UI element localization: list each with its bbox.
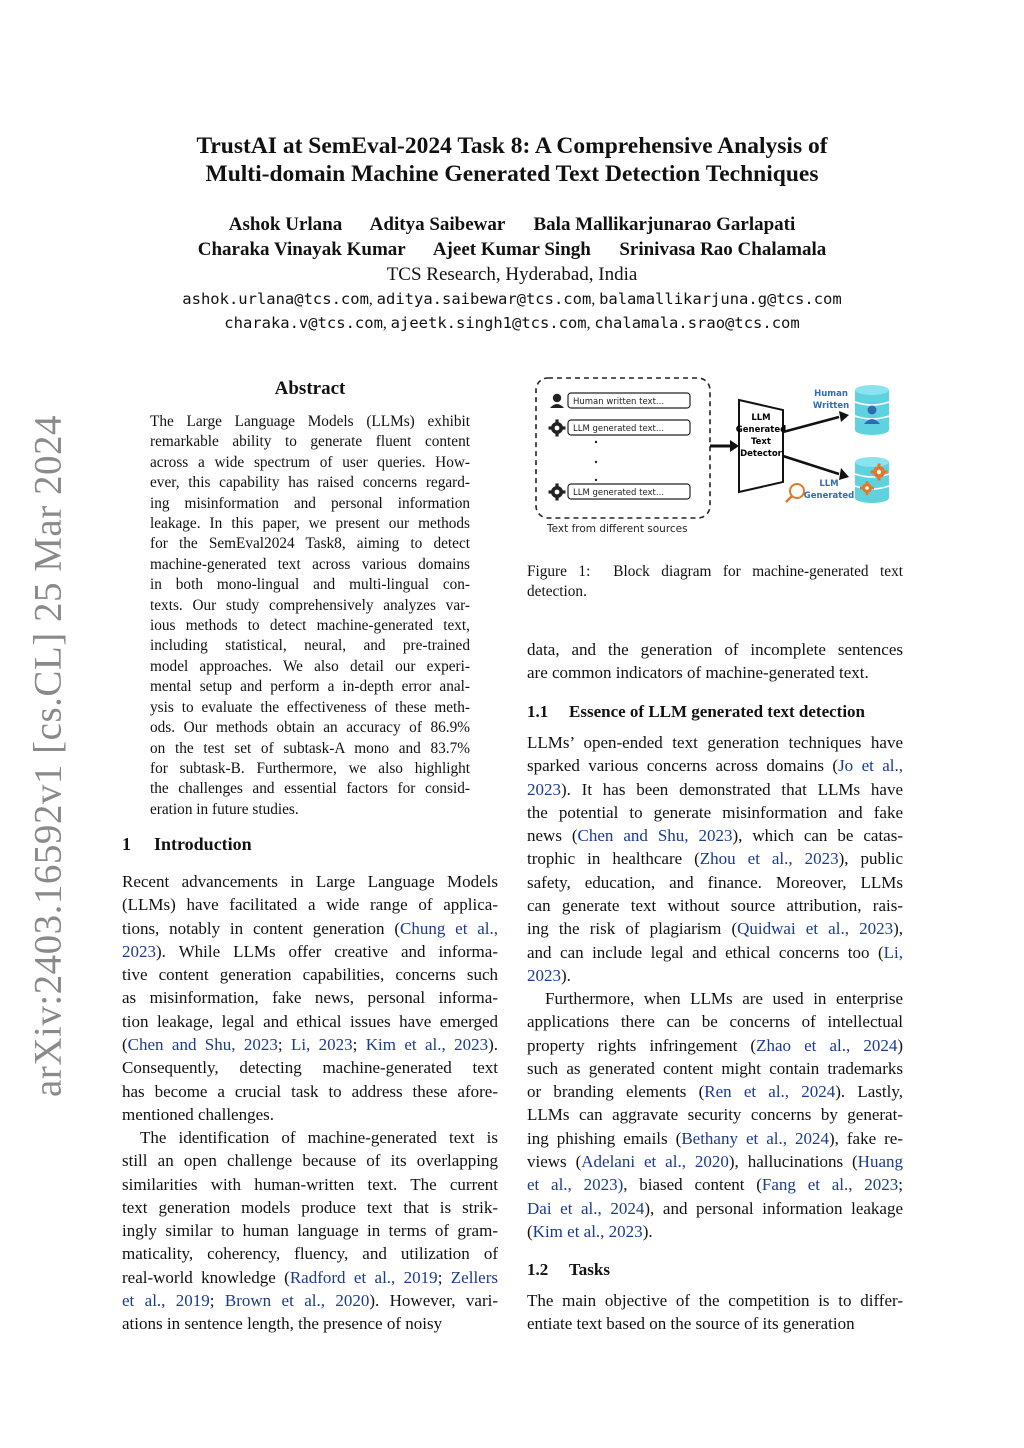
text-line: leakage. In this paper, we present our methods	[150, 515, 470, 533]
llm-label: Generated	[803, 491, 855, 501]
text-line: 2023). It has been demonstrated that LLMs have	[527, 779, 903, 799]
intro-paragraph-1	[122, 870, 498, 1126]
section-1-1-paragraph-2	[527, 987, 903, 1243]
arrow-down-right	[783, 456, 839, 474]
ellipsis-dot	[595, 441, 597, 443]
email[interactable]: aditya.saibewar@tcs.com	[376, 290, 592, 308]
text-line: (Kim et al., 2023).	[527, 1221, 653, 1241]
section-1-1-paragraph-1	[527, 731, 903, 987]
llm-label: LLM	[819, 479, 839, 489]
text-line: ever, this capability has raised concerns regard-	[150, 474, 470, 492]
text-line: similarities with human-written text. The current	[122, 1174, 498, 1194]
citation-link[interactable]: Kim et al., 2023	[365, 1035, 489, 1055]
citation-link[interactable]: Quidwai et al., 2023	[737, 919, 894, 939]
text-line: can generate text without source attribution, rais-	[527, 896, 903, 916]
text-line: for subtask-B. Furthermore, we also highlight	[150, 759, 470, 777]
section-1-2-paragraph	[527, 1289, 903, 1336]
citation-link[interactable]: Huang	[857, 1152, 903, 1172]
citation-link[interactable]: Chung et al.,	[400, 918, 498, 938]
citation-link[interactable]: Zellers	[450, 1267, 498, 1287]
emails-line-1: ashok.urlana@tcs.com, aditya.saibewar@tcs.com, balamallikarjuna.g@tcs.com	[182, 290, 842, 308]
text-line: such as generated content might contain trademarks	[527, 1058, 903, 1078]
text-line: eration in future studies.	[150, 800, 299, 818]
database-human-icon	[855, 385, 889, 435]
sources-label: Text from different sources	[547, 523, 688, 535]
text-line: 2023). While LLMs offer creative and informa-	[122, 941, 498, 961]
text-line: real-world knowledge (Radford et al., 2019; Zellers	[122, 1267, 498, 1287]
section-heading-1-1	[527, 700, 903, 723]
llm-text-label-2: LLM generated text...	[573, 488, 664, 498]
citation-link[interactable]: Jo et al.,	[838, 756, 904, 776]
citation-link[interactable]: Bethany et al., 2024	[681, 1128, 829, 1148]
citation-link[interactable]: 2023	[527, 965, 561, 985]
citation-link[interactable]: Li, 2023	[290, 1035, 353, 1055]
citation-link[interactable]: Kim et al., 2023	[532, 1221, 643, 1241]
text-line: Consequently, detecting machine-generated text	[122, 1058, 498, 1078]
text-line: Furthermore, when LLMs are used in enterprise	[545, 989, 903, 1008]
text-line: mentioned challenges.	[122, 1104, 275, 1124]
text-line: or branding elements (Ren et al., 2024). Lastly,	[527, 1082, 903, 1102]
text-line: mental setup and perform a in-depth error anal-	[150, 678, 470, 696]
text-line: ious methods to detect machine-generated text,	[150, 617, 470, 635]
citation-link[interactable]: et al., 2019	[122, 1291, 210, 1311]
text-line: the challenges and essential factors for consid-	[150, 780, 470, 798]
text-line: Recent advancements in Large Language Models	[122, 872, 498, 891]
text-line: ing phishing emails (Bethany et al., 2024), fake re-	[527, 1128, 903, 1148]
citation-link[interactable]: 2023	[527, 779, 561, 799]
ellipsis-dot	[595, 461, 597, 463]
text-line: texts. Our study comprehensively analyzes var-	[150, 596, 470, 614]
text-line: as misinformation, fake news, personal informa-	[122, 988, 498, 1008]
text-line: across a wide spectrum of user queries. How-	[150, 453, 470, 471]
text-line: tion leakage, legal and ethical issues have emerged	[122, 1011, 498, 1031]
text-line: ods. Our methods obtain an accuracy of 86.9%	[150, 719, 470, 737]
text-line: Dai et al., 2024), and personal information leakage	[527, 1198, 903, 1218]
text-line: The identification of machine-generated text is	[140, 1128, 498, 1147]
text-line: the potential to generate misinformation and fake	[527, 802, 903, 822]
text-line: remarkable ability to generate fluent content	[150, 433, 470, 451]
citation-link[interactable]: et al., 2023)	[527, 1175, 624, 1195]
detector-label: LLM	[751, 413, 771, 423]
text-line: ations in sentence length, the presence of noisy	[122, 1314, 443, 1334]
text-line: (Chen and Shu, 2023; Li, 2023; Kim et al., 2023).	[122, 1035, 498, 1055]
abstract-body	[150, 412, 470, 820]
magnifier-icon	[786, 484, 804, 502]
abstract-heading: Abstract	[274, 378, 346, 399]
section-number: 1.2	[527, 1260, 549, 1279]
section-number: 1	[122, 834, 131, 854]
paper-title-line-2: Multi-domain Machine Generated Text Detection Techniques	[205, 161, 819, 187]
text-line: ingly similar to human language in terms of gram-	[122, 1221, 498, 1241]
text-line: et al., 2019; Brown et al., 2020). However, vari-	[122, 1291, 498, 1311]
figure-svg	[527, 374, 903, 542]
text-line: news (Chen and Shu, 2023), which can be catas-	[527, 826, 903, 846]
text-line: LLMs can aggravate security concerns by generat-	[527, 1105, 903, 1125]
email[interactable]: balamallikarjuna.g@tcs.com	[599, 290, 842, 308]
citation-link[interactable]: 2023	[122, 941, 156, 961]
email[interactable]: chalamala.srao@tcs.com	[594, 314, 800, 332]
text-line: has become a crucial task to address these afore-	[122, 1081, 498, 1101]
text-line: trophic in healthcare (Zhou et al., 2023), public	[527, 849, 904, 869]
text-line: applications there can be concerns of intellectual	[527, 1012, 903, 1032]
text-line: text generation models produce text that is strik-	[122, 1197, 498, 1217]
text-line: The Large Language Models (LLMs) exhibit	[150, 413, 470, 430]
emails-line-2: charaka.v@tcs.com, ajeetk.singh1@tcs.com, chalamala.srao@tcs.com	[224, 314, 800, 332]
citation-link[interactable]: Zhao et al., 2024	[756, 1035, 898, 1055]
person-icon	[550, 394, 564, 408]
citation-link[interactable]: Dai et al., 2024	[527, 1198, 645, 1218]
text-line: (LLMs) have facilitated a wide range of applica-	[122, 895, 498, 915]
text-line: ing misinformation and personal information	[150, 494, 470, 512]
text-line: tive content generation capabilities, concerns such	[122, 965, 498, 985]
arrow-up-right-head	[839, 411, 849, 422]
email[interactable]: ashok.urlana@tcs.com	[182, 290, 369, 308]
text-line: et al., 2023), biased content (Fang et al., 2023;	[527, 1175, 903, 1195]
ellipsis-dot	[595, 479, 597, 481]
text-line: including statistical, neural, and pre-trained	[150, 637, 470, 655]
human-text-label: Human written text...	[573, 397, 665, 407]
section-number: 1.1	[527, 702, 549, 721]
citation-link[interactable]: Brown et al., 2020	[224, 1291, 370, 1311]
section-heading-introduction	[122, 833, 498, 856]
text-line: data, and the generation of incomplete sentences	[527, 640, 903, 659]
text-line: safety, education, and finance. Moreover, LLMs	[527, 872, 903, 892]
text-line: in both mono-lingual and multi-lingual con-	[150, 576, 470, 594]
intro-paragraph-2	[122, 1126, 498, 1336]
text-line: 2023).	[527, 965, 571, 985]
text-line: views (Adelani et al., 2020), hallucinations (Huang	[527, 1152, 903, 1172]
text-line: ing the risk of plagiarism (Quidwai et al., 2023),	[527, 919, 903, 939]
text-line: entiate text based on the source of its generation	[527, 1314, 855, 1334]
section-title: Essence of LLM generated text detection	[569, 702, 866, 721]
text-line: ysis to evaluate the effectiveness of these meth-	[150, 698, 470, 716]
text-line: are common indicators of machine-generated text.	[527, 663, 869, 683]
text-line: maticality, coherency, fluency, and utilization of	[122, 1244, 498, 1264]
detector-label: Text	[751, 437, 771, 447]
email[interactable]: charaka.v@tcs.com	[224, 314, 383, 332]
text-line: LLMs’ open-ended text generation techniques have	[527, 733, 903, 752]
section-title: Tasks	[569, 1260, 610, 1279]
citation-link[interactable]: Radford et al., 2019	[289, 1267, 438, 1287]
human-label: Written	[812, 401, 850, 411]
text-line: machine-generated text across various domains	[150, 555, 470, 573]
citation-link[interactable]: Li,	[883, 942, 903, 962]
text-line: on the test set of subtask-A mono and 83.7%	[150, 739, 470, 757]
citation-link[interactable]: Fang et al., 2023	[761, 1175, 899, 1195]
figure-block-diagram	[527, 374, 903, 542]
text-line: model approaches. We also detail our experi-	[150, 657, 470, 675]
llm-text-label-1: LLM generated text...	[573, 424, 664, 434]
text-line: property rights infringement (Zhao et al., 2024)	[527, 1035, 904, 1055]
email[interactable]: ajeetk.singh1@tcs.com	[390, 314, 587, 332]
text-line: tions, notably in content generation (Chung et al.,	[122, 918, 498, 938]
detector-label: Generated	[735, 425, 787, 435]
citation-link[interactable]: Ren et al., 2024	[704, 1082, 836, 1102]
caption-line: detection.	[527, 583, 587, 600]
text-line: for the SemEval2024 Task8, aiming to detect	[150, 535, 470, 553]
text-line: and can include legal and ethical concerns too (Li,	[527, 942, 903, 962]
authors-line-2: Charaka Vinayak Kumar Ajeet Kumar Singh Srinivasa Rao Chalamala	[197, 239, 827, 260]
arrow-down-right-head	[839, 468, 849, 480]
text-line: still an open challenge because of its overlapping	[122, 1151, 498, 1171]
arrow-up-right	[783, 417, 839, 432]
gear-icon	[549, 484, 566, 501]
citation-link[interactable]: Zhou et al., 2023	[699, 849, 839, 869]
affiliation: TCS Research, Hyderabad, India	[386, 264, 638, 285]
continued-paragraph	[527, 638, 903, 685]
gear-icon	[549, 420, 566, 437]
citation-link[interactable]: Chen and Shu, 2023	[577, 826, 733, 846]
arxiv-identifier[interactable]: arXiv:2403.16592v1 [cs.CL] 25 Mar 2024	[26, 415, 70, 1097]
arrow-right-head	[730, 440, 739, 452]
citation-link[interactable]: Chen and Shu, 2023	[127, 1035, 278, 1055]
figure-caption	[527, 562, 903, 602]
human-label: Human	[814, 389, 848, 399]
database-llm-icon	[855, 457, 889, 503]
text-line: The main objective of the competition is to differ-	[527, 1291, 903, 1310]
section-title: Introduction	[154, 834, 252, 854]
section-heading-1-2	[527, 1258, 903, 1281]
arxiv-sidebar	[18, 415, 78, 1097]
authors-line-1: Ashok Urlana Aditya Saibewar Bala Mallikarjunarao Garlapati	[228, 214, 796, 235]
caption-line: Figure 1: Block diagram for machine-generated text	[527, 563, 903, 580]
paper-title-line-1: TrustAI at SemEval-2024 Task 8: A Comprehensive Analysis of	[196, 133, 828, 159]
citation-link[interactable]: Adelani et al., 2020	[581, 1152, 729, 1172]
text-line: sparked various concerns across domains (Jo et al.,	[527, 756, 904, 776]
detector-label: Detector	[740, 449, 782, 459]
